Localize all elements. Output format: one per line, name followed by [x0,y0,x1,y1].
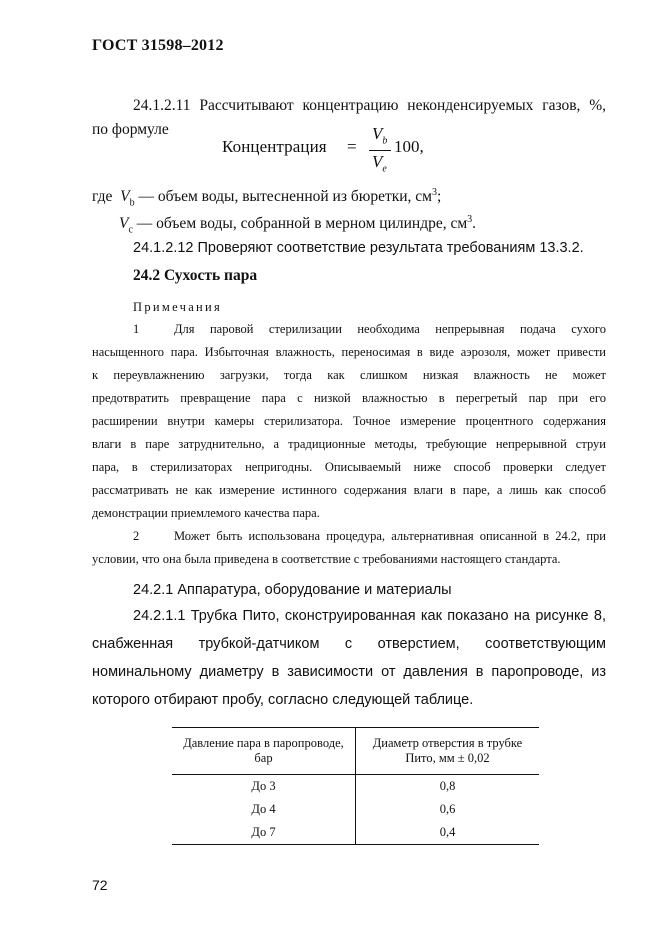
note-1-line: насыщенного пара. Избыточная влажность, переносимая в виде аэрозоля, может привести [92,345,606,359]
note-2-line: Может быть использована процедура, альтернативная описанной в 24.2, при [174,529,606,543]
clause-24-2-1-1-line: снабженная трубкой-датчиком с отверстием, соответствующим [92,636,606,652]
note-1-line: влаги в паре затруднительно, а традиционные методы, требующие непрерывной струи [92,437,606,451]
note-1-line: рассматривать не как измерение истинного содержания влаги в паре, а лишь как способ [92,483,606,497]
clause-24-2-1: 24.2.1 Аппаратура, оборудование и материалы [133,582,452,598]
note-2-number: 2 [133,529,140,543]
table-header-row [172,728,539,775]
table-cell-diameter: 0,8 [439,779,456,793]
page-number: 72 [92,877,108,893]
concentration-formula [222,124,442,184]
definition-vb: где $V_b$ — объем воды, вытесненной из бюретки, $см^3$; [92,187,442,209]
table-cell-pressure: До 7 [172,821,356,845]
note-1-line: Для паровой стерилизации необходима непрерывная подача сухого [174,322,606,336]
note-1-line: предотвратить превращение пара с низкой влажностью в перегретый пар при его [92,391,606,405]
formula-multiplier: 100, [394,137,424,156]
table-header-diameter: Диаметр отверстия в трубке Пито, мм ± 0,02 [356,728,540,775]
formula-numerator: $V_b$ [372,124,388,147]
note-1-number: 1 [133,322,140,336]
fraction-bar [369,150,391,151]
clause-24-1-2-11-line2: по формуле [92,121,169,138]
clause-24-2-1-1-line: 24.2.1.1 Трубка Пито, сконструированная как показано на рисунке 8, [133,608,606,624]
clause-24-1-2-11-line1: 24.1.2.11 Рассчитывают концентрацию неконденсируемых газов, %, [133,97,606,114]
table-row [172,798,539,821]
note-1-line: расширении внутри камеры стерилизатора. Точное измерение процентного содержания [92,414,606,428]
table-row [172,821,539,845]
table-cell-diameter: 0,4 [356,821,540,845]
note-1-line: пара, в стерилизаторах непригодны. Описываемый ниже способ проверки следует [92,460,606,474]
notes-heading: Примечания [133,300,223,314]
section-heading-24-2: 24.2 Сухость пара [133,267,258,284]
clause-24-2-1-1-line: номинальному диаметру в зависимости от давления в паропроводе, из [92,664,606,680]
note-2-last-line: условии, что она была приведена в соответствие с требованиями настоящего стандарта. [92,552,561,566]
pitot-diameter-table [172,727,539,845]
table-header-pressure: Давление пара в паропроводе, бар [172,728,356,775]
table-cell-diameter: 0,6 [439,802,456,816]
table-row [172,775,539,799]
clause-24-2-1-1-last-line: которого отбирают пробу, согласно следующей таблице. [92,692,474,708]
note-1-line: к переувлажнению загрузки, тогда как слишком низкая влажность не может [92,368,606,382]
formula-denominator: $V_e$ [372,152,387,175]
note-1-last-line: демонстрации приемлемого качества пара. [92,506,320,520]
document-header: ГОСТ 31598–2012 [92,37,224,54]
clause-24-1-2-12: 24.1.2.12 Проверяют соответствие результата требованиям 13.3.2. [133,240,584,256]
definition-vc: $V_c$ — объем воды, собранной в мерном цилиндре, $см^3$. [119,214,477,236]
formula-word: Концентрация [222,137,327,156]
table-cell-pressure: До 4 [172,798,356,821]
table-cell-pressure: До 3 [172,775,356,799]
formula-equals: = [347,137,357,156]
